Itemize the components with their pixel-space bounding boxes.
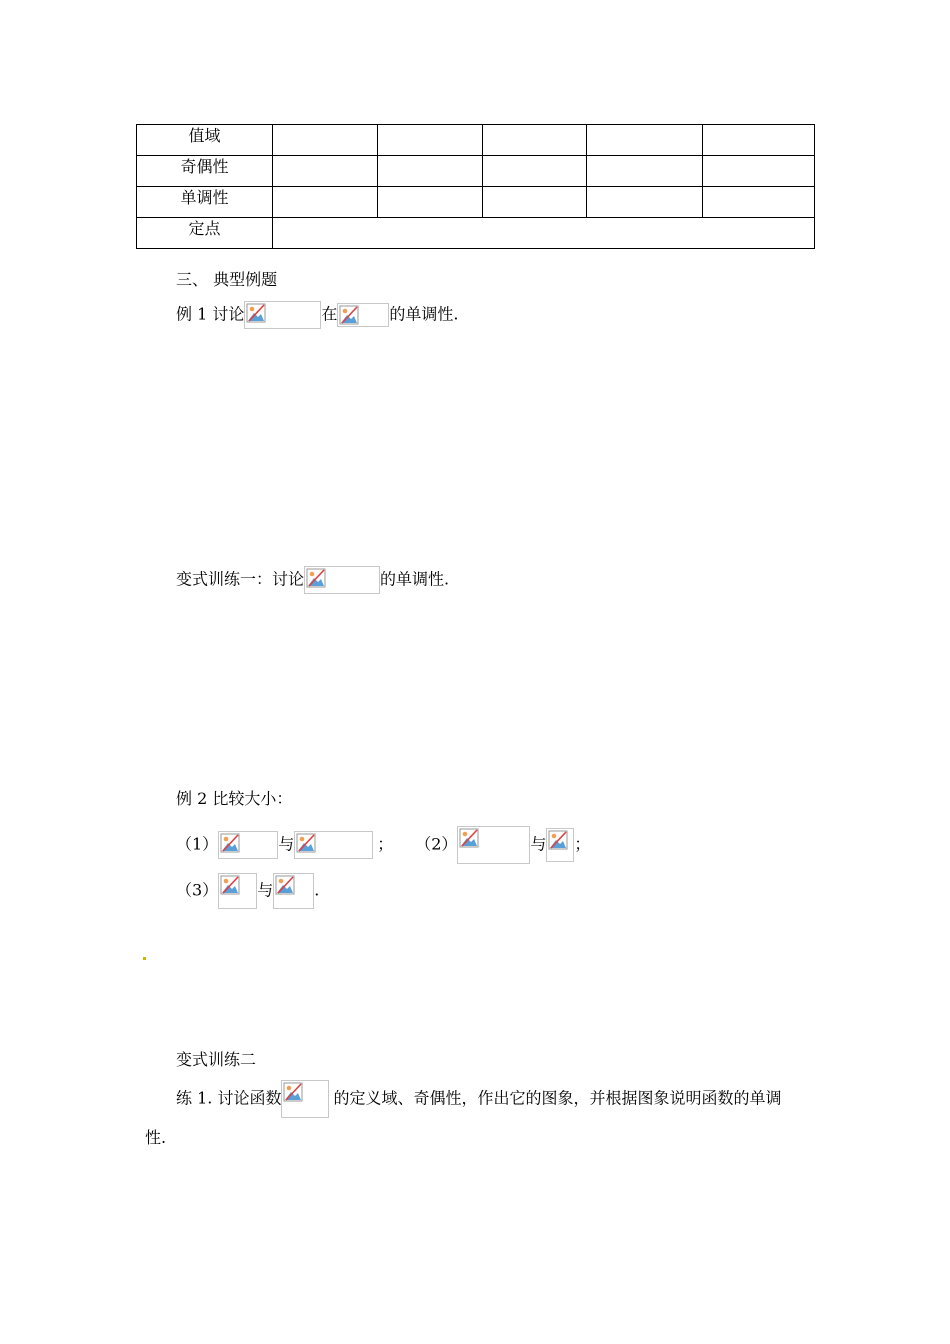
broken-image-glyph <box>459 828 479 848</box>
part-2-end: ； <box>574 834 591 854</box>
table-row <box>137 125 815 156</box>
variant-1-line <box>176 566 449 594</box>
broken-image-glyph <box>306 568 326 588</box>
broken-image-icon <box>218 831 278 859</box>
exercise-1-suffix: 的定义域、奇偶性，作出它的图象，并根据图象说明函数的单调 <box>333 1088 782 1108</box>
broken-image-icon <box>304 566 380 594</box>
broken-image-glyph <box>283 1082 303 1102</box>
table-cell <box>587 156 703 187</box>
example-2-parts-1-2 <box>176 826 590 864</box>
table-cell <box>703 156 815 187</box>
broken-image-icon <box>244 301 321 329</box>
broken-image-icon <box>218 873 257 909</box>
table-cell <box>587 187 703 218</box>
table-cell <box>273 218 815 249</box>
row-label-monotonicity: 单调性 <box>137 187 273 218</box>
section-heading: 三、 典型例题 <box>176 270 278 289</box>
part-3-label: （3） <box>176 880 219 900</box>
part-1-with: 与 <box>278 834 295 854</box>
broken-image-glyph <box>296 833 316 853</box>
table-cell <box>273 156 378 187</box>
example-1-suffix: 的单调性. <box>389 304 459 324</box>
table-cell <box>587 125 703 156</box>
broken-image-glyph <box>339 305 359 325</box>
broken-image-icon <box>337 303 389 327</box>
table-cell <box>483 187 587 218</box>
row-label-fixed-point: 定点 <box>137 218 273 249</box>
broken-image-glyph <box>220 875 240 895</box>
part-1-end: ； <box>377 834 394 854</box>
example-1-mid: 在 <box>321 304 338 324</box>
properties-table <box>136 124 815 249</box>
row-label-range: 值域 <box>137 125 273 156</box>
table-cell <box>703 125 815 156</box>
stray-dot <box>143 957 146 960</box>
table-cell <box>378 156 483 187</box>
part-2-label: （2） <box>415 834 458 854</box>
table-cell <box>273 187 378 218</box>
broken-image-glyph <box>246 303 266 323</box>
table-cell <box>483 125 587 156</box>
variant-2-title: 变式训练二 <box>176 1050 257 1069</box>
table-cell <box>378 187 483 218</box>
table-cell <box>378 125 483 156</box>
example-1-line <box>176 301 458 329</box>
broken-image-icon <box>273 873 314 909</box>
broken-image-icon <box>281 1080 329 1118</box>
part-3-end: . <box>314 880 320 900</box>
table-row <box>137 187 815 218</box>
row-label-parity: 奇偶性 <box>137 156 273 187</box>
broken-image-glyph <box>275 875 295 895</box>
table-row <box>137 218 815 249</box>
variant-1-suffix: 的单调性. <box>380 569 450 589</box>
broken-image-glyph <box>548 830 568 850</box>
broken-image-icon <box>457 826 530 864</box>
table-cell <box>703 187 815 218</box>
example-1-prefix: 例 1 讨论 <box>176 304 245 324</box>
part-1-label: （1） <box>176 834 219 854</box>
table-cell <box>483 156 587 187</box>
exercise-1-continuation: 性. <box>145 1128 167 1147</box>
broken-image-icon <box>546 828 574 862</box>
broken-image-icon <box>294 831 373 859</box>
exercise-1-line <box>176 1080 781 1118</box>
table-row <box>137 156 815 187</box>
example-2-part-3 <box>176 873 319 909</box>
part-3-with: 与 <box>257 880 274 900</box>
variant-1-prefix: 变式训练一：讨论 <box>176 569 305 589</box>
table-cell <box>273 125 378 156</box>
example-2-title: 例 2 比较大小： <box>176 789 293 808</box>
exercise-1-prefix: 练 1. 讨论函数 <box>176 1088 282 1108</box>
broken-image-glyph <box>220 833 240 853</box>
part-2-with: 与 <box>530 834 547 854</box>
